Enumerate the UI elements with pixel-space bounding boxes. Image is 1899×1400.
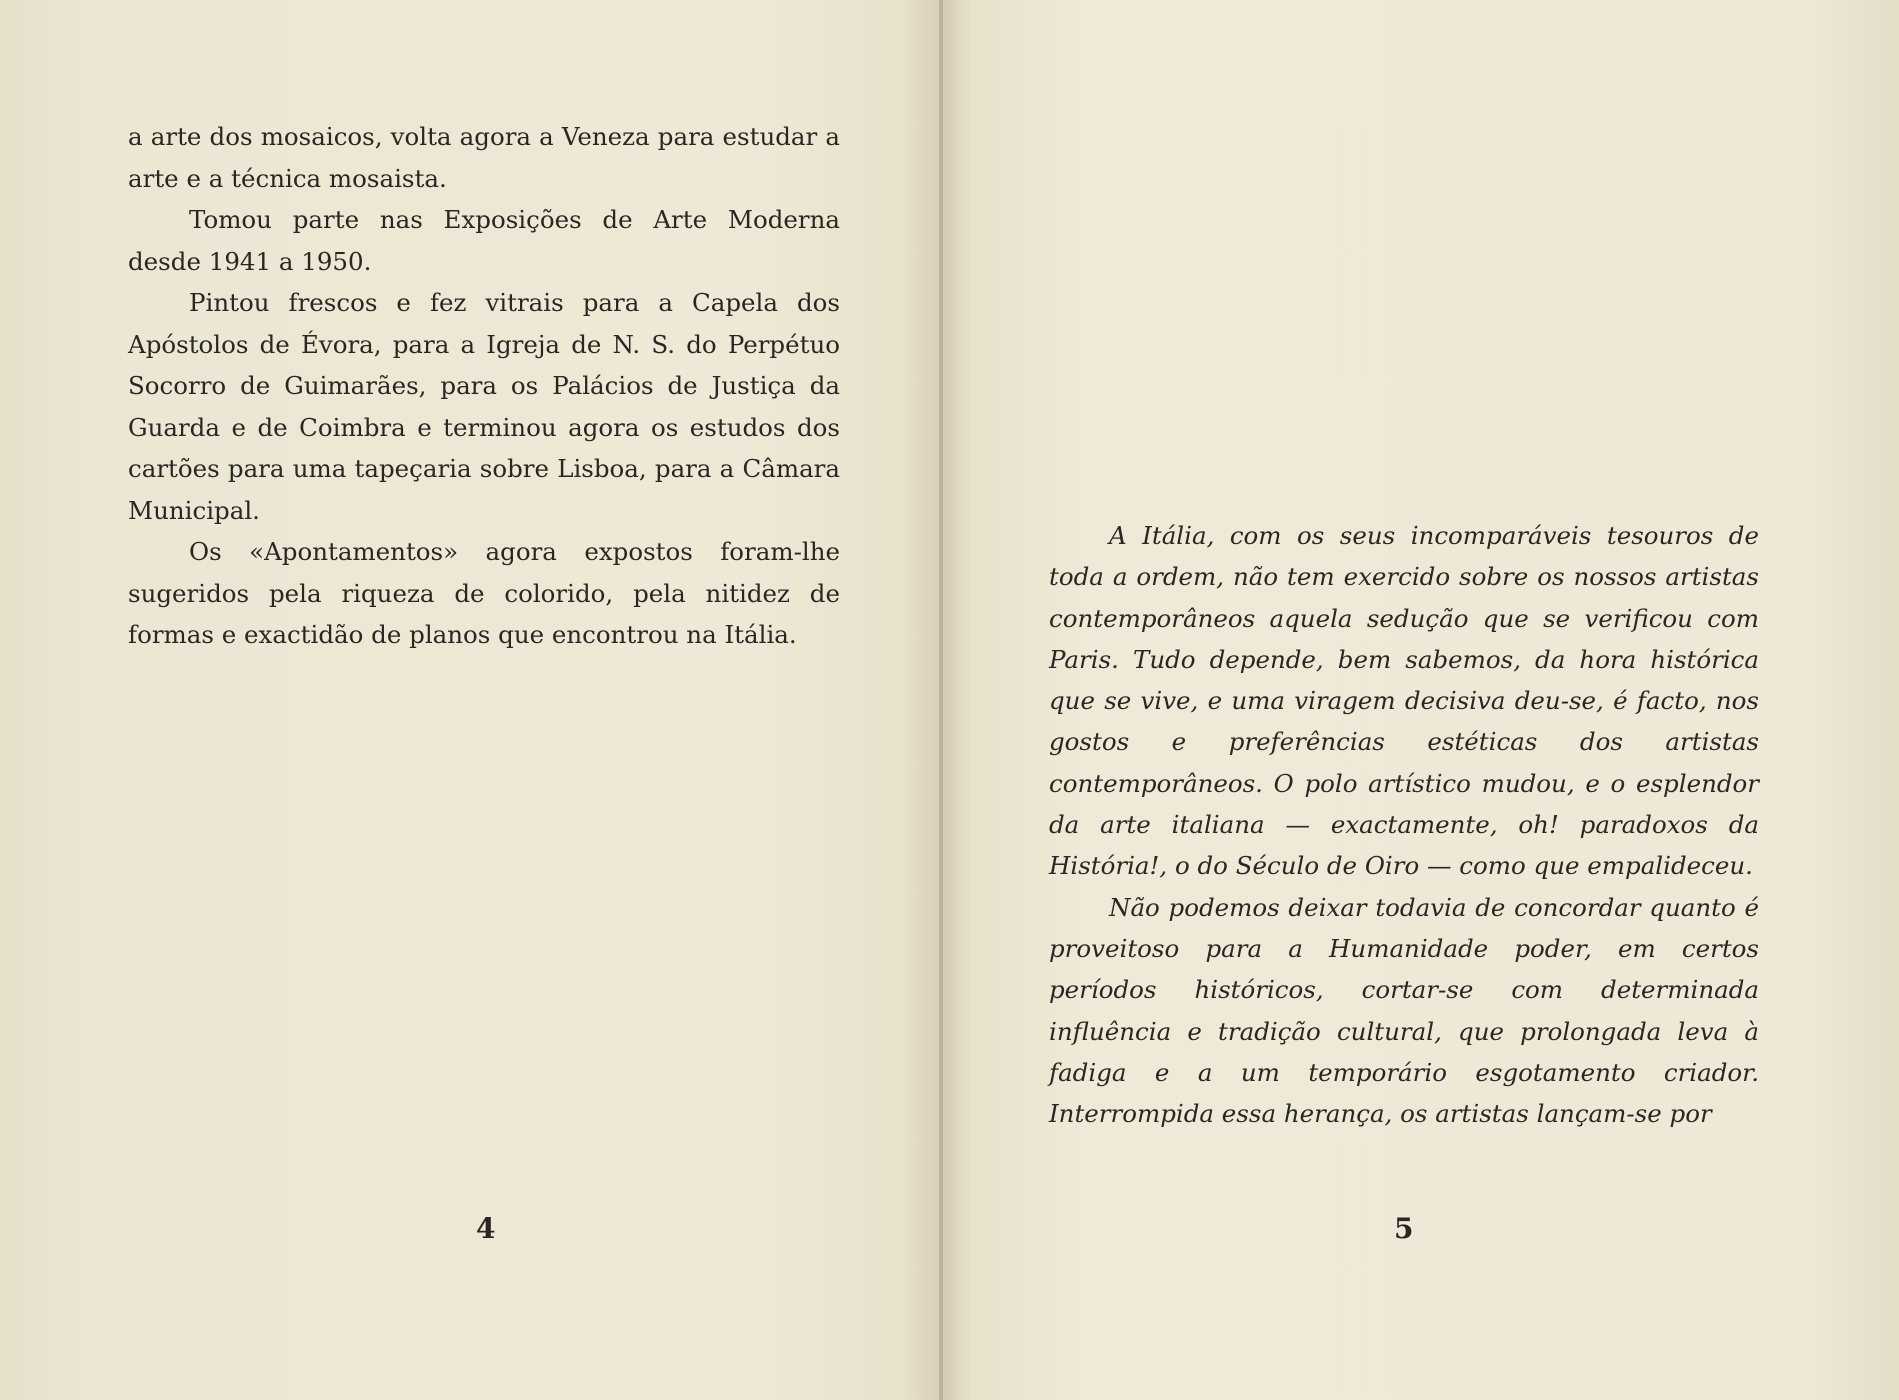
left-page-number: 4 xyxy=(476,1212,496,1245)
left-paragraph-3: Pintou frescos e fez vitrais para a Capela dos Apóstolos de Évora, para a Igreja de N. S. do Perpétuo Socorro de Guimarães, para os Palácios de Justiça da Guarda e de Coimbra e terminou agora os estudos dos cartões para uma tapeçaria sobre Lisboa, para a Câmara Municipal. xyxy=(128,288,840,525)
right-page-number: 5 xyxy=(1394,1212,1414,1245)
left-page-text xyxy=(128,116,840,656)
left-paragraph-2: Tomou parte nas Exposições de Arte Moderna desde 1941 a 1950. xyxy=(128,205,840,276)
left-paragraph-4: Os «Apontamentos» agora expostos foram-lhe sugeridos pela riqueza de colorido, pela nitidez de formas e exactidão de planos que encontrou na Itália. xyxy=(128,537,840,649)
right-paragraph-2: Não podemos deixar todavia de concordar quanto é proveitoso para a Humanidade poder, em certos períodos históricos, cortar-se com determinada influência e tradição cultural, que prolongada leva à fadiga e a um temporário esgotamento criador. Interrompida essa herança, os artistas lançam-se por xyxy=(1049,892,1759,1129)
left-paragraph-1: a arte dos mosaicos, volta agora a Veneza para estudar a arte e a técnica mosaista. xyxy=(128,122,840,193)
right-page-text xyxy=(1049,515,1759,1134)
right-paragraph-1: A Itália, com os seus incomparáveis tesouros de toda a ordem, não tem exercido sobre os nossos artistas contemporâneos aquela sedução que se verificou com Paris. Tudo depende, bem sabemos, da hora histórica que se vive, e uma viragem decisiva deu-se, é facto, nos gostos e preferências estéticas dos artistas contemporâneos. O polo artístico mudou, e o esplendor da arte italiana — exactamente, oh! paradoxos da História!, o do Século de Oiro — como que empalideceu. xyxy=(1049,521,1759,881)
left-page xyxy=(0,0,941,1400)
